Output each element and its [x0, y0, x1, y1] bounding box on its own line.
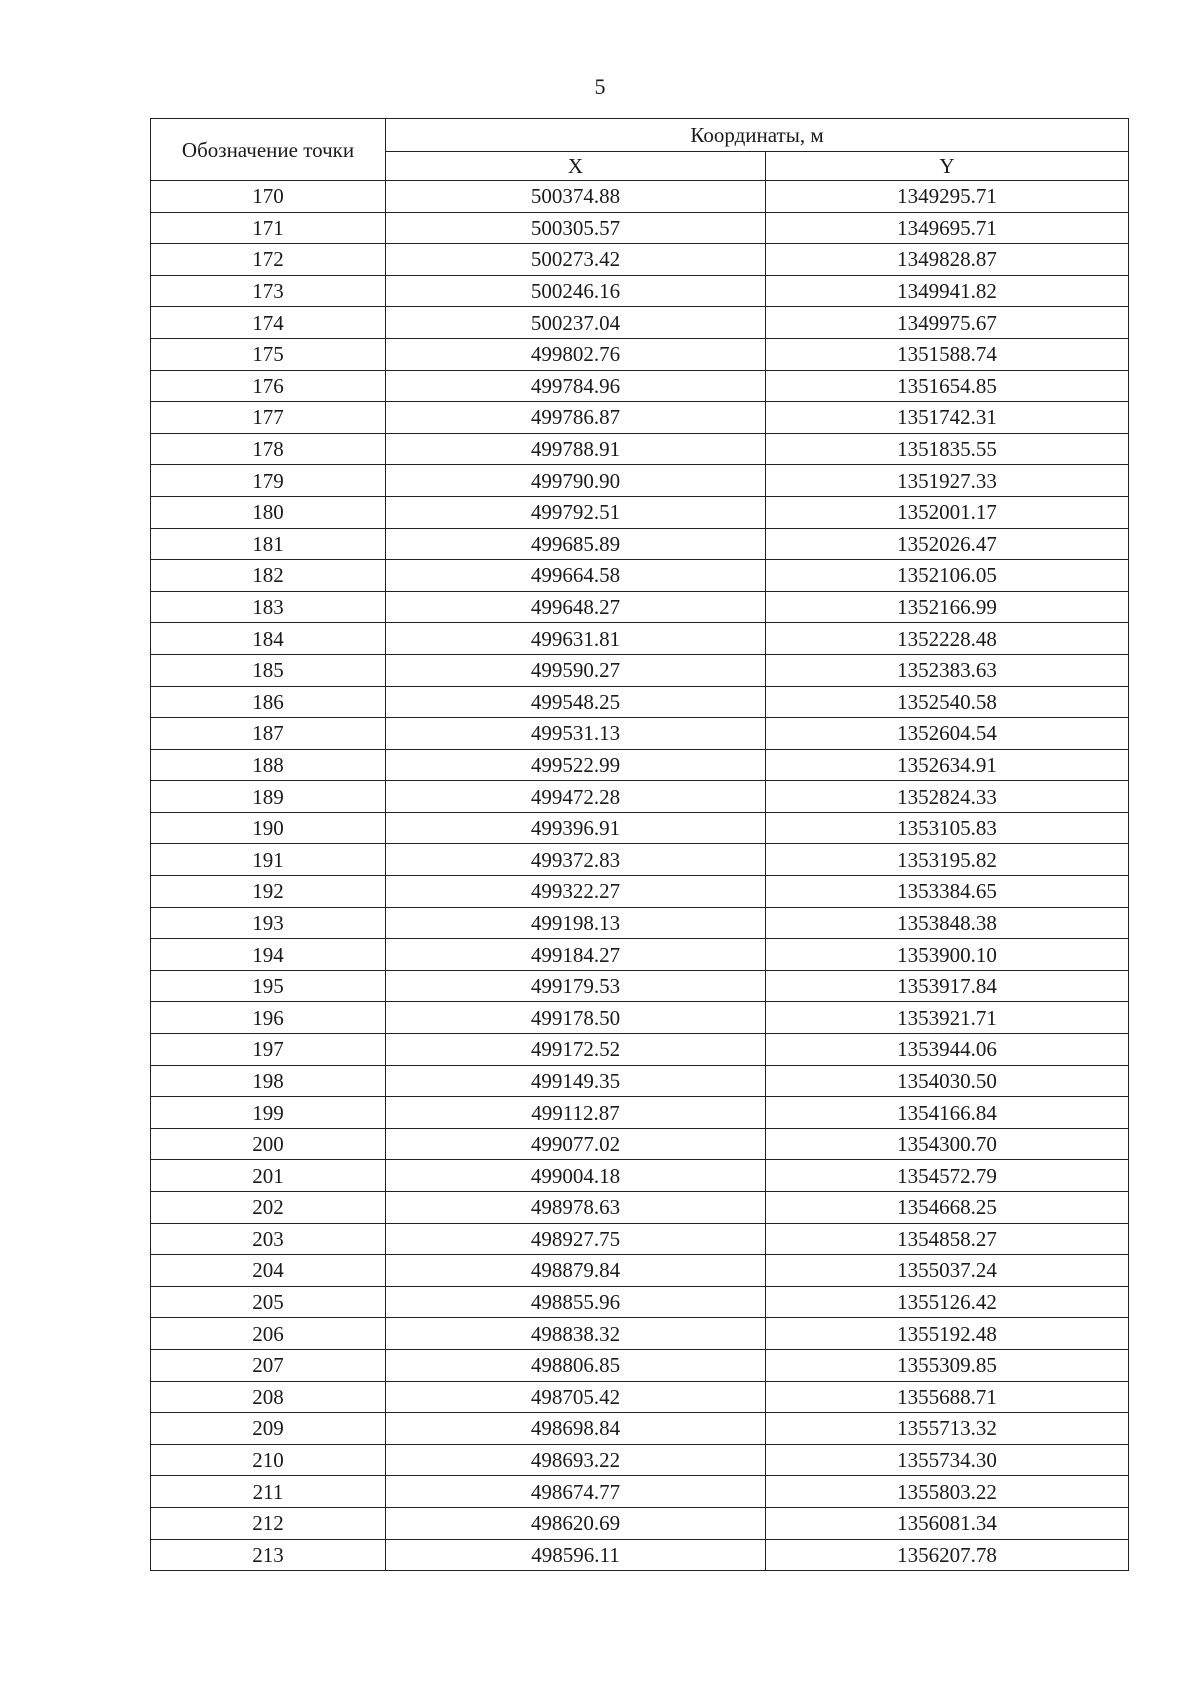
- point-column-header: Обозначение точки: [151, 119, 386, 181]
- y-coordinate-cell: 1356207.78: [766, 1539, 1129, 1571]
- point-cell: 196: [151, 1002, 386, 1034]
- x-coordinate-cell: 500374.88: [386, 181, 766, 213]
- point-cell: 209: [151, 1413, 386, 1445]
- point-cell: 201: [151, 1160, 386, 1192]
- point-cell: 171: [151, 212, 386, 244]
- coordinates-table: [150, 118, 1129, 1571]
- table-row: [151, 812, 1129, 844]
- y-coordinate-cell: 1353917.84: [766, 970, 1129, 1002]
- point-cell: 194: [151, 939, 386, 971]
- y-coordinate-cell: 1352540.58: [766, 686, 1129, 718]
- point-cell: 178: [151, 433, 386, 465]
- table-body: [151, 181, 1129, 1571]
- x-coordinate-cell: 498674.77: [386, 1476, 766, 1508]
- y-coordinate-cell: 1354166.84: [766, 1097, 1129, 1129]
- y-coordinate-cell: 1356081.34: [766, 1507, 1129, 1539]
- x-coordinate-cell: 500305.57: [386, 212, 766, 244]
- y-coordinate-cell: 1351742.31: [766, 402, 1129, 434]
- x-coordinate-cell: 498698.84: [386, 1413, 766, 1445]
- point-cell: 176: [151, 370, 386, 402]
- table-row: [151, 1128, 1129, 1160]
- table-row: [151, 1476, 1129, 1508]
- point-cell: 202: [151, 1192, 386, 1224]
- table-row: [151, 1444, 1129, 1476]
- table-row: [151, 465, 1129, 497]
- point-cell: 195: [151, 970, 386, 1002]
- point-cell: 181: [151, 528, 386, 560]
- point-cell: 183: [151, 591, 386, 623]
- x-coordinate-cell: 498978.63: [386, 1192, 766, 1224]
- x-coordinate-cell: 498927.75: [386, 1223, 766, 1255]
- table-row: [151, 1413, 1129, 1445]
- x-coordinate-cell: 499179.53: [386, 970, 766, 1002]
- y-coordinate-cell: 1354300.70: [766, 1128, 1129, 1160]
- table-row: [151, 433, 1129, 465]
- table-row: [151, 876, 1129, 908]
- point-cell: 206: [151, 1318, 386, 1350]
- x-coordinate-cell: 498838.32: [386, 1318, 766, 1350]
- table-row: [151, 1097, 1129, 1129]
- y-coordinate-cell: 1354572.79: [766, 1160, 1129, 1192]
- point-cell: 192: [151, 876, 386, 908]
- x-coordinate-cell: 499802.76: [386, 338, 766, 370]
- point-cell: 191: [151, 844, 386, 876]
- table-row: [151, 370, 1129, 402]
- y-coordinate-cell: 1349941.82: [766, 275, 1129, 307]
- point-cell: 210: [151, 1444, 386, 1476]
- y-coordinate-cell: 1352026.47: [766, 528, 1129, 560]
- table-row: [151, 654, 1129, 686]
- y-coordinate-cell: 1353195.82: [766, 844, 1129, 876]
- table-row: [151, 939, 1129, 971]
- x-coordinate-cell: 500237.04: [386, 307, 766, 339]
- y-coordinate-cell: 1352634.91: [766, 749, 1129, 781]
- y-coordinate-cell: 1355037.24: [766, 1255, 1129, 1287]
- x-coordinate-cell: 499198.13: [386, 907, 766, 939]
- table-row: [151, 402, 1129, 434]
- point-cell: 203: [151, 1223, 386, 1255]
- y-coordinate-cell: 1349828.87: [766, 244, 1129, 276]
- point-cell: 174: [151, 307, 386, 339]
- x-coordinate-cell: 499790.90: [386, 465, 766, 497]
- table-row: [151, 1349, 1129, 1381]
- table-row: [151, 749, 1129, 781]
- table-row: [151, 307, 1129, 339]
- x-coordinate-cell: 499788.91: [386, 433, 766, 465]
- table-header-row: [151, 119, 1129, 152]
- point-cell: 185: [151, 654, 386, 686]
- point-cell: 182: [151, 560, 386, 592]
- point-cell: 186: [151, 686, 386, 718]
- point-cell: 170: [151, 181, 386, 213]
- point-cell: 190: [151, 812, 386, 844]
- point-cell: 188: [151, 749, 386, 781]
- x-coordinate-cell: 498596.11: [386, 1539, 766, 1571]
- point-cell: 180: [151, 496, 386, 528]
- y-coordinate-cell: 1354030.50: [766, 1065, 1129, 1097]
- x-coordinate-cell: 499372.83: [386, 844, 766, 876]
- table-row: [151, 1286, 1129, 1318]
- page-number: 5: [594, 74, 606, 99]
- y-coordinate-cell: 1351927.33: [766, 465, 1129, 497]
- point-cell: 208: [151, 1381, 386, 1413]
- y-coordinate-cell: 1355309.85: [766, 1349, 1129, 1381]
- point-cell: 177: [151, 402, 386, 434]
- point-cell: 187: [151, 718, 386, 750]
- point-cell: 205: [151, 1286, 386, 1318]
- y-coordinate-cell: 1354668.25: [766, 1192, 1129, 1224]
- y-coordinate-cell: 1352824.33: [766, 781, 1129, 813]
- point-cell: 204: [151, 1255, 386, 1287]
- table-row: [151, 844, 1129, 876]
- table-row: [151, 1539, 1129, 1571]
- point-cell: 200: [151, 1128, 386, 1160]
- table-row: [151, 1507, 1129, 1539]
- y-coordinate-cell: 1355713.32: [766, 1413, 1129, 1445]
- x-coordinate-cell: 498705.42: [386, 1381, 766, 1413]
- x-coordinate-cell: 499685.89: [386, 528, 766, 560]
- x-coordinate-cell: 499396.91: [386, 812, 766, 844]
- table-row: [151, 181, 1129, 213]
- point-cell: 198: [151, 1065, 386, 1097]
- table-row: [151, 1034, 1129, 1066]
- point-cell: 175: [151, 338, 386, 370]
- x-coordinate-cell: 499178.50: [386, 1002, 766, 1034]
- point-cell: 172: [151, 244, 386, 276]
- point-cell: 213: [151, 1539, 386, 1571]
- table-row: [151, 1160, 1129, 1192]
- y-coordinate-cell: 1351654.85: [766, 370, 1129, 402]
- x-coordinate-cell: 499322.27: [386, 876, 766, 908]
- y-coordinate-cell: 1353105.83: [766, 812, 1129, 844]
- y-coordinate-cell: 1352166.99: [766, 591, 1129, 623]
- x-coordinate-cell: 499112.87: [386, 1097, 766, 1129]
- y-coordinate-cell: 1355803.22: [766, 1476, 1129, 1508]
- x-coordinate-cell: 499786.87: [386, 402, 766, 434]
- x-coordinate-cell: 498879.84: [386, 1255, 766, 1287]
- x-coordinate-cell: 499184.27: [386, 939, 766, 971]
- x-coordinate-cell: 498693.22: [386, 1444, 766, 1476]
- y-coordinate-cell: 1355192.48: [766, 1318, 1129, 1350]
- y-coordinate-cell: 1353944.06: [766, 1034, 1129, 1066]
- x-coordinate-cell: 499648.27: [386, 591, 766, 623]
- table-row: [151, 1318, 1129, 1350]
- x-coordinate-cell: 499472.28: [386, 781, 766, 813]
- y-coordinate-cell: 1355688.71: [766, 1381, 1129, 1413]
- x-coordinate-cell: 499784.96: [386, 370, 766, 402]
- x-column-header: X: [386, 152, 766, 181]
- point-cell: 173: [151, 275, 386, 307]
- x-coordinate-cell: 500246.16: [386, 275, 766, 307]
- table-row: [151, 1065, 1129, 1097]
- y-coordinate-cell: 1355126.42: [766, 1286, 1129, 1318]
- point-cell: 207: [151, 1349, 386, 1381]
- x-coordinate-cell: 499077.02: [386, 1128, 766, 1160]
- table-row: [151, 528, 1129, 560]
- table-row: [151, 1192, 1129, 1224]
- y-coordinate-cell: 1353848.38: [766, 907, 1129, 939]
- x-coordinate-cell: 499522.99: [386, 749, 766, 781]
- x-coordinate-cell: 499590.27: [386, 654, 766, 686]
- x-coordinate-cell: 500273.42: [386, 244, 766, 276]
- x-coordinate-cell: 498806.85: [386, 1349, 766, 1381]
- point-cell: 184: [151, 623, 386, 655]
- coordinates-group-header: Координаты, м: [386, 119, 1129, 152]
- point-cell: 189: [151, 781, 386, 813]
- table-row: [151, 1381, 1129, 1413]
- x-coordinate-cell: 499548.25: [386, 686, 766, 718]
- point-cell: 199: [151, 1097, 386, 1129]
- table-row: [151, 686, 1129, 718]
- x-coordinate-cell: 499531.13: [386, 718, 766, 750]
- x-coordinate-cell: 498620.69: [386, 1507, 766, 1539]
- y-coordinate-cell: 1354858.27: [766, 1223, 1129, 1255]
- y-coordinate-cell: 1353921.71: [766, 1002, 1129, 1034]
- y-coordinate-cell: 1355734.30: [766, 1444, 1129, 1476]
- table-row: [151, 560, 1129, 592]
- table-row: [151, 907, 1129, 939]
- y-coordinate-cell: 1353384.65: [766, 876, 1129, 908]
- x-coordinate-cell: 499172.52: [386, 1034, 766, 1066]
- x-coordinate-cell: 499792.51: [386, 496, 766, 528]
- point-cell: 211: [151, 1476, 386, 1508]
- x-coordinate-cell: 499664.58: [386, 560, 766, 592]
- x-coordinate-cell: 499631.81: [386, 623, 766, 655]
- y-coordinate-cell: 1352383.63: [766, 654, 1129, 686]
- table-row: [151, 591, 1129, 623]
- table-row: [151, 1255, 1129, 1287]
- table-row: [151, 970, 1129, 1002]
- point-cell: 193: [151, 907, 386, 939]
- y-coordinate-cell: 1349295.71: [766, 181, 1129, 213]
- table-row: [151, 718, 1129, 750]
- y-column-header: Y: [766, 152, 1129, 181]
- y-coordinate-cell: 1352228.48: [766, 623, 1129, 655]
- table-row: [151, 623, 1129, 655]
- x-coordinate-cell: 499004.18: [386, 1160, 766, 1192]
- y-coordinate-cell: 1349695.71: [766, 212, 1129, 244]
- table-row: [151, 244, 1129, 276]
- y-coordinate-cell: 1349975.67: [766, 307, 1129, 339]
- y-coordinate-cell: 1352604.54: [766, 718, 1129, 750]
- y-coordinate-cell: 1351835.55: [766, 433, 1129, 465]
- point-cell: 212: [151, 1507, 386, 1539]
- x-coordinate-cell: 499149.35: [386, 1065, 766, 1097]
- table-row: [151, 1223, 1129, 1255]
- point-cell: 197: [151, 1034, 386, 1066]
- table-row: [151, 781, 1129, 813]
- x-coordinate-cell: 498855.96: [386, 1286, 766, 1318]
- y-coordinate-cell: 1351588.74: [766, 338, 1129, 370]
- table-row: [151, 1002, 1129, 1034]
- point-cell: 179: [151, 465, 386, 497]
- y-coordinate-cell: 1352001.17: [766, 496, 1129, 528]
- y-coordinate-cell: 1352106.05: [766, 560, 1129, 592]
- table-row: [151, 496, 1129, 528]
- table-row: [151, 338, 1129, 370]
- table-row: [151, 212, 1129, 244]
- y-coordinate-cell: 1353900.10: [766, 939, 1129, 971]
- table-row: [151, 275, 1129, 307]
